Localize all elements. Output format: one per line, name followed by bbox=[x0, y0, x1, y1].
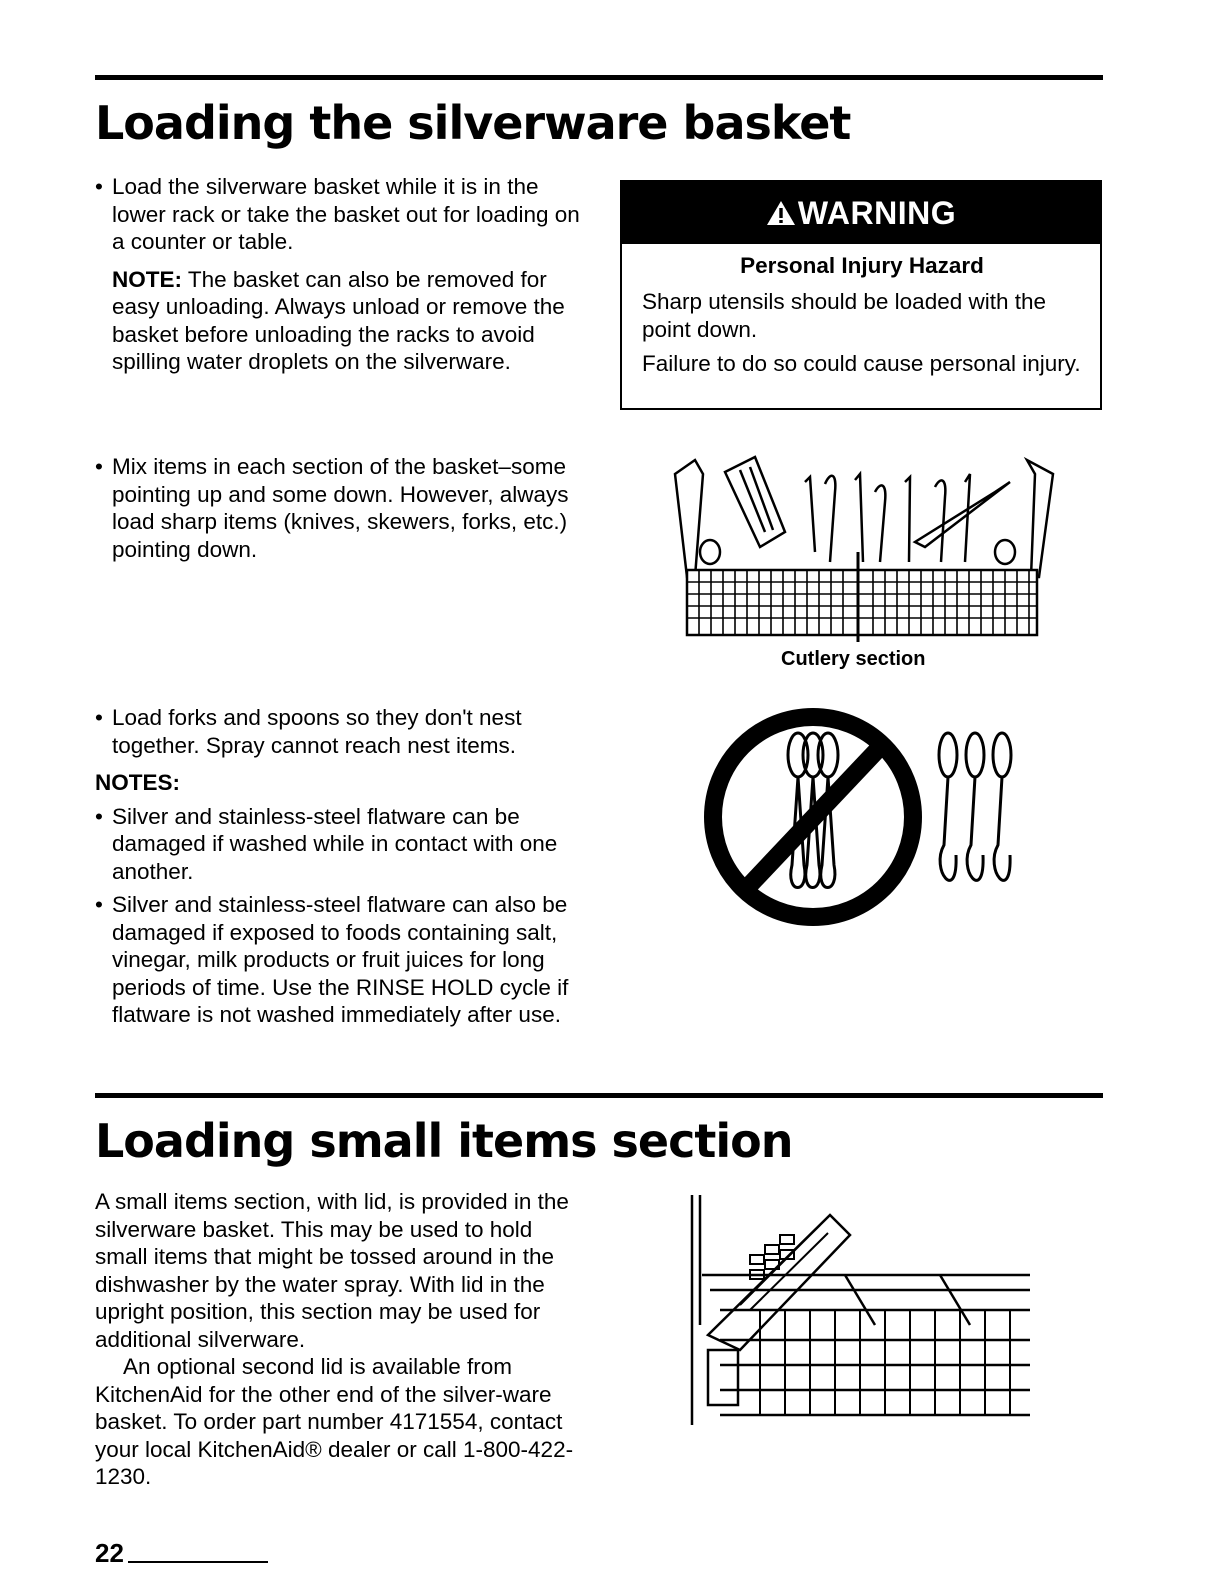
small-items-paragraph: A small items section, with lid, is provided in the silverware basket. This may be used to hold small items that might be tossed around in the dishwasher by the water spray. With lid in the upright position, this section may be used for additional silverware. bbox=[95, 1189, 569, 1352]
warning-line: Sharp utensils should be loaded with the point down. bbox=[642, 289, 1047, 342]
bullet-mix-items: • Mix items in each section of the basket–some pointing up and some down. However, always load sharp items (knives, skewers, forks, etc.) pointing down. bbox=[95, 454, 569, 562]
warning-header bbox=[622, 182, 1100, 244]
bullet-dot: • bbox=[95, 174, 103, 199]
left-column-notes bbox=[95, 704, 595, 1029]
page-number-rule bbox=[128, 1561, 268, 1563]
notes-heading: NOTES: bbox=[95, 770, 181, 795]
left-column-mid bbox=[95, 453, 595, 563]
top-rule bbox=[95, 75, 1103, 80]
cutlery-basket-illustration bbox=[665, 452, 1065, 647]
bullet-forks-spoons: • Load forks and spoons so they don't nest together. Spray cannot reach nest items. bbox=[95, 705, 522, 758]
warning-line: Failure to do so could cause personal injury. bbox=[642, 351, 1081, 376]
section-title-silverware: Loading the silverware basket bbox=[95, 96, 851, 150]
optional-lid-paragraph: An optional second lid is available from KitchenAid for the other end of the silver-ware basket. To order part number 4171554, contact your local KitchenAid® dealer or call 1-800-422-1230. bbox=[95, 1354, 574, 1489]
section-title-small-items: Loading small items section bbox=[95, 1114, 793, 1168]
note-item: • Silver and stainless-steel flatware can also be damaged if exposed to foods containing salt, vinegar, milk products or fruit juices for long periods of time. Use the RINSE HOLD cycle if flatware is not washed immediately after use. bbox=[95, 892, 569, 1027]
warning-subtitle: Personal Injury Hazard bbox=[740, 253, 984, 278]
warning-box bbox=[620, 180, 1102, 410]
page-number: 22 bbox=[95, 1538, 124, 1568]
mid-rule bbox=[95, 1093, 1103, 1098]
left-column-top bbox=[95, 173, 595, 376]
note-item: • Silver and stainless-steel flatware can be damaged if washed while in contact with one another. bbox=[95, 803, 558, 884]
no-nesting-illustration bbox=[700, 705, 1030, 930]
bullet-load-basket: • Load the silverware basket while it is in the lower rack or take the basket out for loading on a counter or table. bbox=[95, 174, 580, 254]
small-items-text bbox=[95, 1188, 585, 1491]
note-paragraph: NOTE: The basket can also be removed for easy unloading. Always unload or remove the basket before unloading the racks to avoid spilling water droplets on the silverware. bbox=[112, 266, 565, 374]
warning-triangle-icon bbox=[766, 199, 796, 227]
small-items-illustration bbox=[680, 1195, 1040, 1430]
cutlery-caption: Cutlery section bbox=[781, 648, 926, 670]
warning-label: WARNING bbox=[797, 194, 957, 231]
